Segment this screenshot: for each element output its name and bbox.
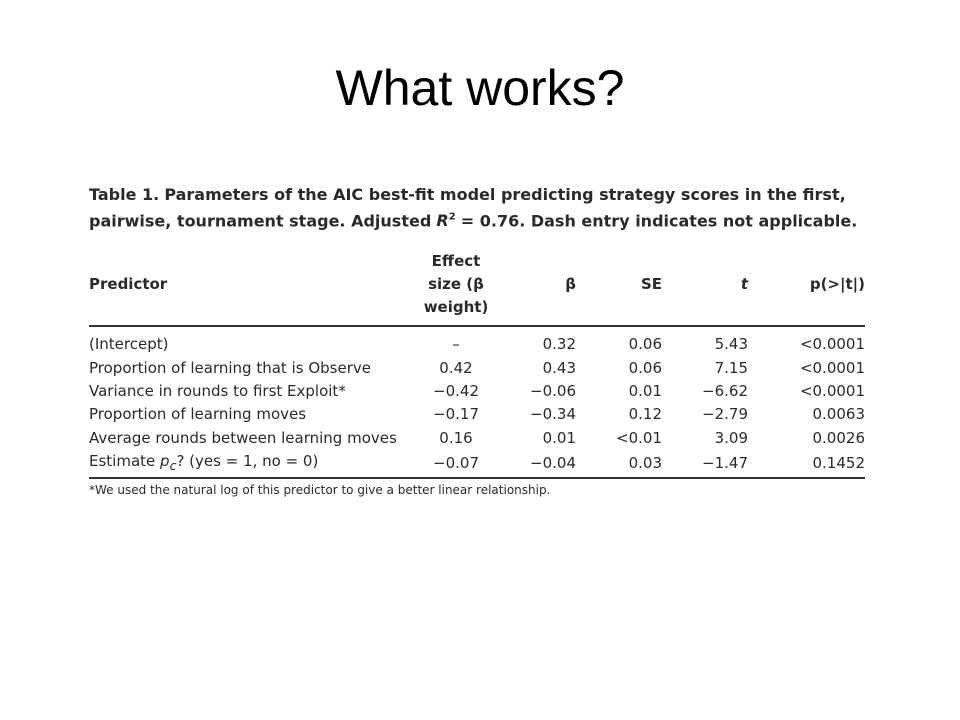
table-footnote: *We used the natural log of this predictor to give a better linear relationship.: [89, 483, 551, 498]
table-row: [89, 403, 865, 426]
cell-beta: −0.04: [530, 453, 576, 472]
cell-t: −6.62: [702, 381, 748, 400]
cell-p: 0.0063: [812, 405, 865, 424]
parameters-table: [89, 250, 865, 479]
cell-beta: 0.32: [542, 335, 576, 354]
cell-effect: −0.17: [433, 405, 479, 424]
cell-effect: –: [452, 335, 460, 354]
cell-p: <0.0001: [799, 381, 865, 400]
slide-title: What works?: [335, 60, 625, 116]
cell-se: <0.01: [616, 428, 662, 447]
table-row: [89, 380, 865, 403]
cell-t: 7.15: [714, 358, 748, 377]
cell-se: 0.03: [628, 453, 662, 472]
table-figure: [89, 183, 865, 497]
table-caption: [89, 183, 865, 232]
caption-text-b: = 0.76. Dash entry indicates not applicable.: [460, 211, 858, 231]
cell-effect: −0.07: [433, 453, 479, 472]
cell-p: 0.1452: [812, 453, 865, 472]
header-t: t: [740, 275, 748, 294]
cell-t: −1.47: [702, 453, 748, 472]
header-beta: β: [565, 275, 576, 294]
table-row: [89, 427, 865, 450]
cell-predictor: Average rounds between learning moves: [89, 428, 397, 447]
cell-t: −2.79: [702, 405, 748, 424]
cell-se: 0.06: [628, 335, 662, 354]
cell-predictor: Variance in rounds to first Exploit*: [89, 381, 346, 400]
table-header-row: [89, 250, 865, 326]
cell-t: 5.43: [714, 335, 748, 354]
cell-effect: 0.42: [439, 358, 473, 377]
cell-predictor: Proportion of learning that is Observe: [89, 358, 371, 377]
header-predictor: Predictor: [89, 275, 168, 294]
cell-beta: −0.34: [530, 405, 576, 424]
cell-se: 0.12: [628, 405, 662, 424]
caption-r-squared: $R^2$: [436, 211, 456, 231]
cell-p: <0.0001: [799, 335, 865, 354]
caption-label: Table 1.: [89, 185, 160, 204]
cell-effect: 0.16: [439, 428, 473, 447]
header-effect-size: Effect size (β weight): [423, 252, 489, 317]
cell-se: 0.01: [628, 381, 662, 400]
cell-predictor: Estimate $p_c$? (yes = 1, no = 0): [89, 451, 319, 473]
table-row: [89, 450, 865, 478]
table-row: [89, 357, 865, 380]
table-row: [89, 326, 865, 356]
header-se: SE: [640, 275, 662, 294]
cell-beta: 0.01: [542, 428, 576, 447]
cell-beta: 0.43: [542, 358, 576, 377]
cell-t: 3.09: [714, 428, 748, 447]
cell-predictor: Proportion of learning moves: [89, 405, 307, 424]
cell-effect: −0.42: [433, 381, 479, 400]
cell-beta: −0.06: [530, 381, 576, 400]
header-p: p(>|t|): [809, 275, 865, 294]
cell-se: 0.06: [628, 358, 662, 377]
cell-predictor: (Intercept): [89, 335, 169, 354]
cell-p: 0.0026: [812, 428, 865, 447]
caption-text-a: Parameters of the AIC best-fit model predicting strategy scores in the first, pairwise, tournament stage. Adjusted: [89, 185, 846, 231]
cell-p: <0.0001: [799, 358, 865, 377]
